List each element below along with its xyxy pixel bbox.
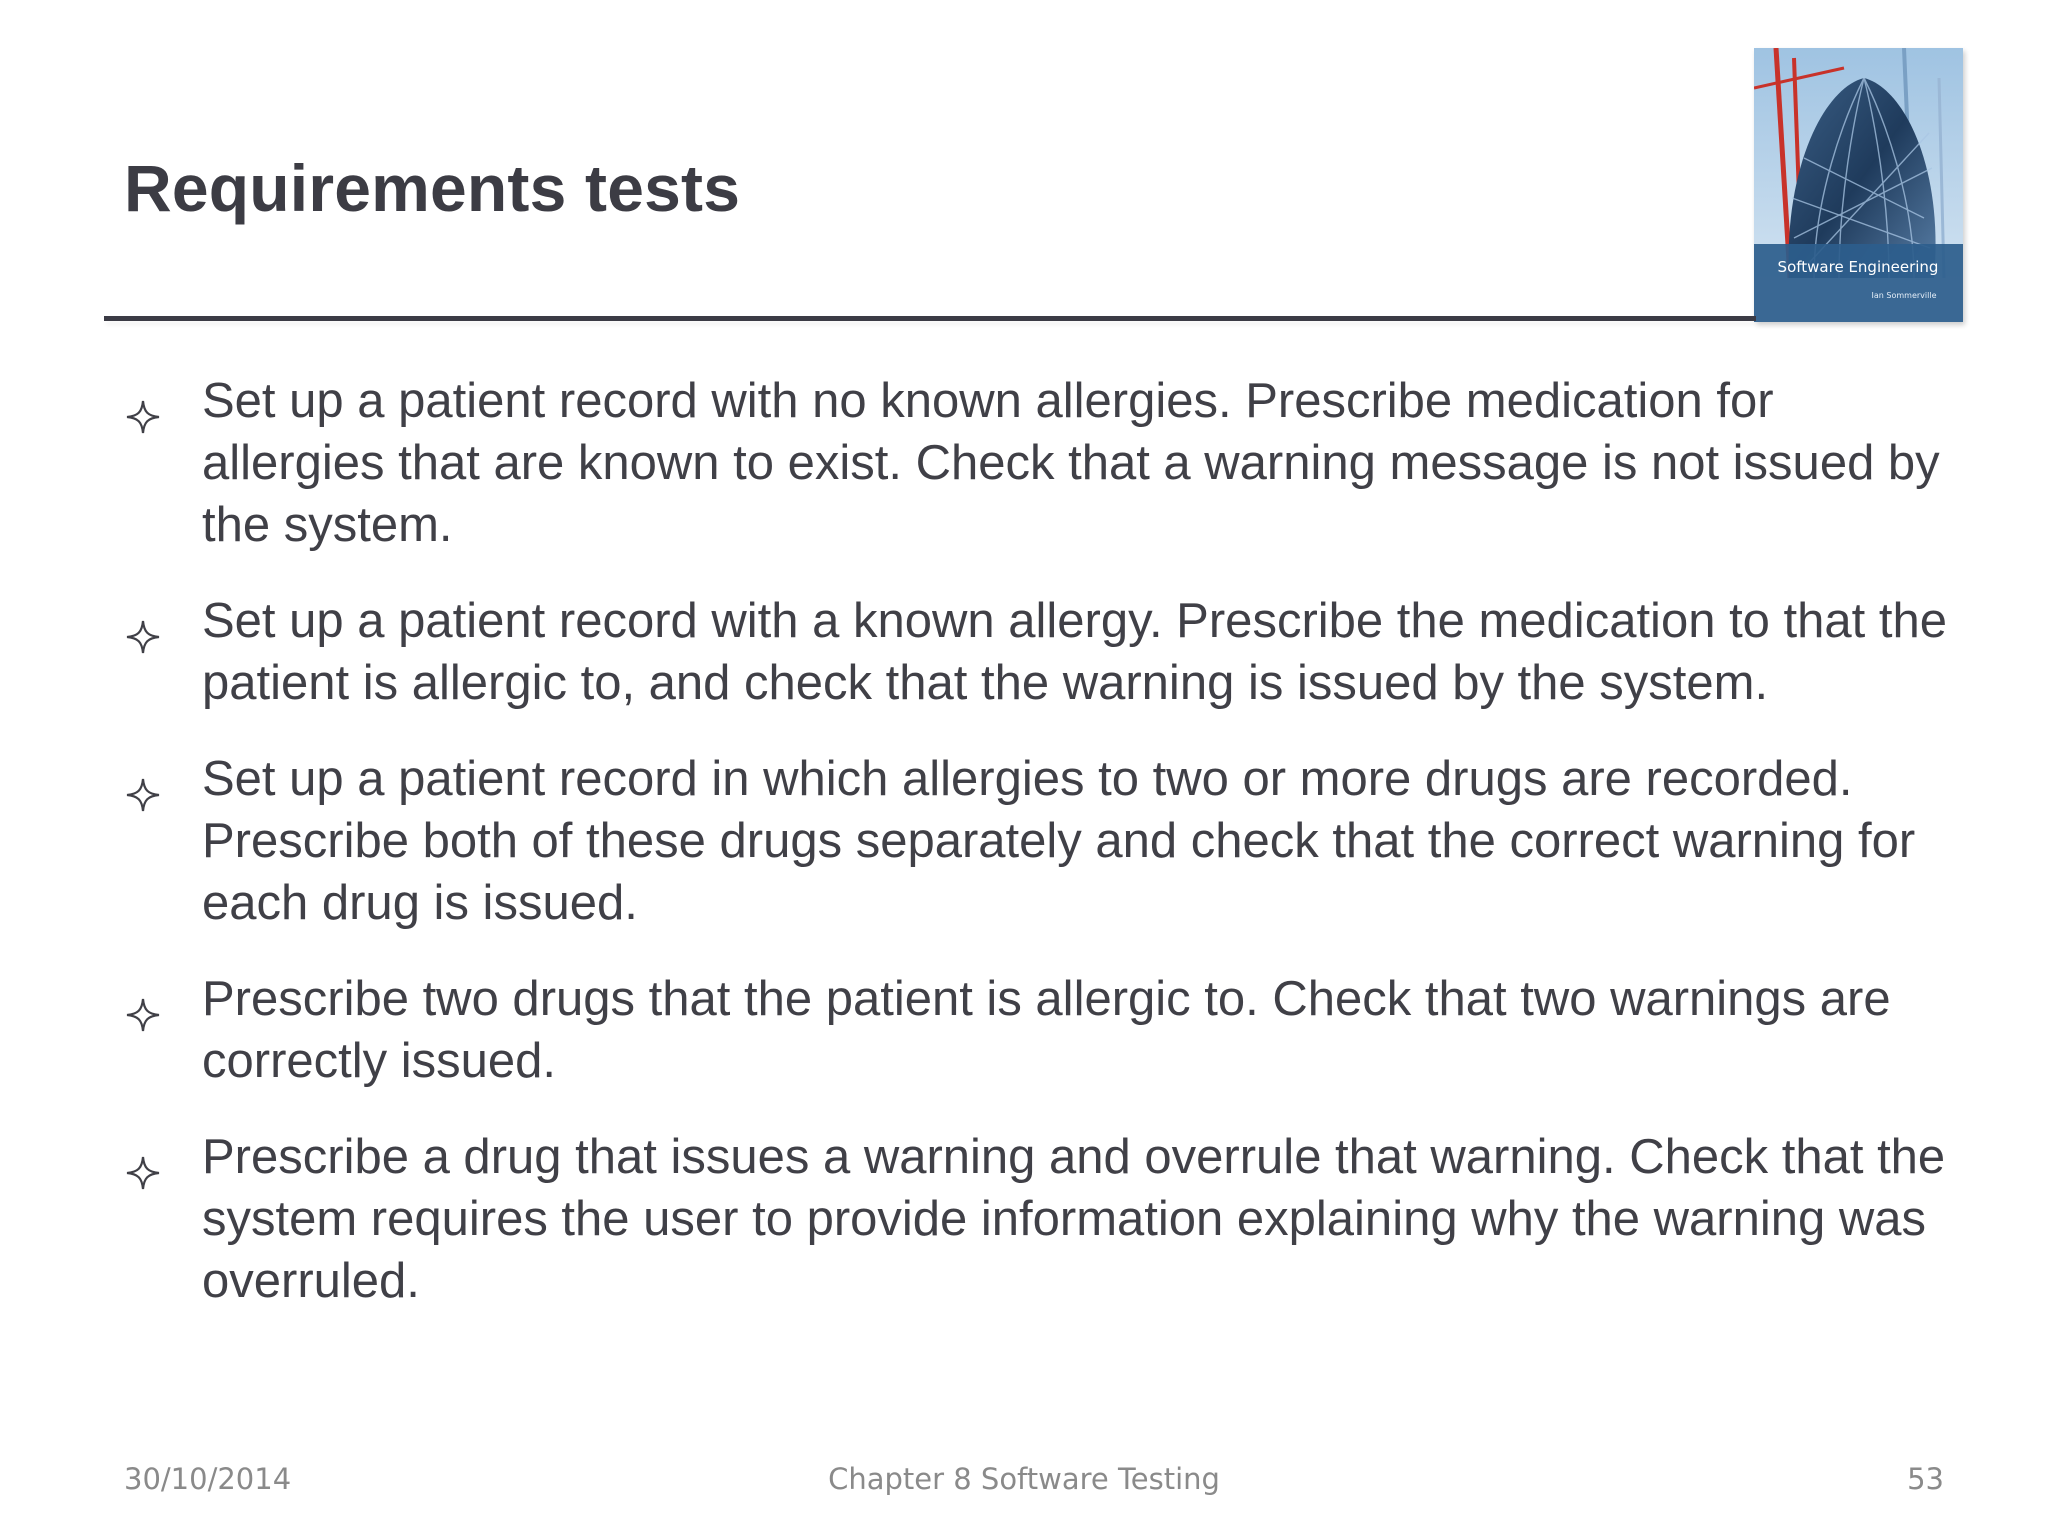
- bullet-text: Set up a patient record in which allergies to two or more drugs are recorded. Prescribe both of these drugs separately and check that the correct warning for each drug is issued.: [202, 752, 1916, 930]
- bullet-item: [124, 1126, 1954, 1312]
- bullet-item: [124, 590, 1954, 714]
- bullet-text: Set up a patient record with no known allergies. Prescribe medication for allergies that are known to exist. Check that a warning message is not issued by the system.: [202, 374, 1940, 552]
- slide-title: Requirements tests: [124, 151, 741, 225]
- four-point-star-outline-icon: [126, 607, 160, 641]
- bullet-item: [124, 370, 1954, 556]
- cover-author-text: Ian Sommerville: [1871, 291, 1937, 300]
- cover-title-text: Software Engineering: [1777, 258, 1939, 276]
- four-point-star-outline-icon: [126, 765, 160, 799]
- four-point-star-outline-icon: [126, 387, 160, 421]
- footer-date: 30/10/2014: [124, 1462, 292, 1496]
- bullet-text: Set up a patient record with a known allergy. Prescribe the medication to that the patient is allergic to, and check that the warning is issued by the system.: [202, 594, 1948, 710]
- bullet-item: [124, 748, 1954, 934]
- footer-page-number: 53: [1907, 1462, 1944, 1496]
- book-cover-image: [1754, 48, 1963, 322]
- bullet-list: [124, 370, 1954, 1346]
- title-divider: [104, 316, 1756, 321]
- bullet-text: Prescribe two drugs that the patient is allergic to. Check that two warnings are correctly issued.: [202, 972, 1891, 1088]
- four-point-star-outline-icon: [126, 985, 160, 1019]
- bullet-text: Prescribe a drug that issues a warning and overrule that warning. Check that the system requires the user to provide information explaining why the warning was overruled.: [202, 1130, 1946, 1308]
- footer-chapter-title: Chapter 8 Software Testing: [828, 1462, 1220, 1496]
- bullet-item: [124, 968, 1954, 1092]
- four-point-star-outline-icon: [126, 1143, 160, 1177]
